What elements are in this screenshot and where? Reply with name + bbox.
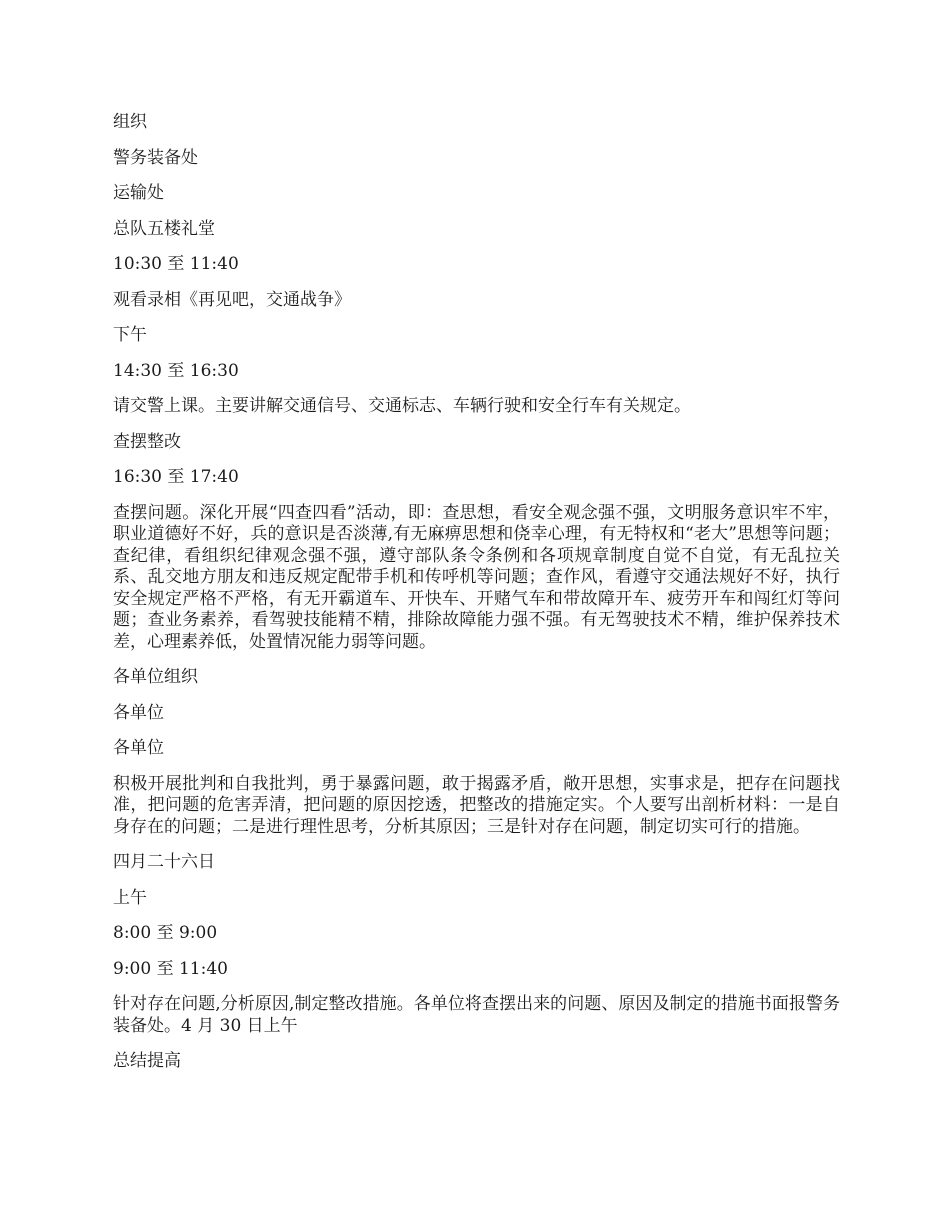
para-units-organize: 各单位组织 (113, 667, 198, 687)
para-afternoon: 下午 (113, 325, 147, 345)
para-four-checks: 查摆问题。深化开展“四查四看”活动，即：查思想，看安全观念强不强，文明服务意识牢不牢，职业道德好不好，兵的意识是否淡薄,有无麻痹思想和侥幸心理，有无特权和“老大”思想等问题；查纪律，看组织纪律观念强不强，遵守部队条令条例和各项规章制度自觉不自觉，有无乱拉关系、乱交地方朋友和违反规定配带手机和传呼机等问题；查作风，看遵守交通法规好不好，执行安全规定严格不严格，有无开霸道车、开快车、开赌气车和带故障开车、疲劳开车和闯红灯等问题；查业务素养，看驾驶技能精不精，排除故障能力强不强。有无驾驶技术不精，维护保养技术差，心理素养低，处置情况能力弱等问题。 (113, 502, 840, 652)
para-time-5: 9:00 至 11:40 (113, 958, 228, 979)
para-video: 观看录相《再见吧，交通战争》 (113, 289, 351, 310)
para-units-1: 各单位 (113, 702, 164, 723)
para-units-2: 各单位 (113, 738, 164, 758)
para-organize: 组织 (113, 112, 147, 132)
para-venue: 总队五楼礼堂 (113, 218, 215, 239)
para-inspect-rectify: 查摆整改 (113, 431, 181, 452)
para-time-2: 14:30 至 16:30 (113, 360, 239, 381)
para-time-3: 16:30 至 17:40 (113, 467, 239, 487)
document-body (113, 112, 840, 1087)
para-equipment-dept: 警务装备处 (113, 147, 198, 168)
para-transport-dept: 运输处 (113, 183, 164, 203)
para-summary: 总结提高 (113, 1051, 181, 1071)
para-time-1: 10:30 至 11:40 (113, 254, 239, 274)
para-rectify-measures: 针对存在问题,分析原因,制定整改措施。各单位将查摆出来的问题、原因及制定的措施书面报警务装备处。4 月 30 日上午 (113, 994, 840, 1036)
para-time-4: 8:00 至 9:00 (113, 923, 218, 943)
para-criticism: 积极开展批判和自我批判，勇于暴露问题，敢于揭露矛盾，敞开思想，实事求是，把存在问题找准，把问题的危害弄清，把问题的原因挖透，把整改的措施定实。个人要写出剖析材料：一是自身存在的问题；二是进行理性思考，分析其原因；三是针对存在问题，制定切实可行的措施。 (113, 773, 840, 837)
para-morning: 上午 (113, 887, 147, 908)
para-lecture: 请交警上课。主要讲解交通信号、交通标志、车辆行驶和安全行车有关规定。 (113, 396, 691, 416)
para-date: 四月二十六日 (113, 852, 215, 872)
